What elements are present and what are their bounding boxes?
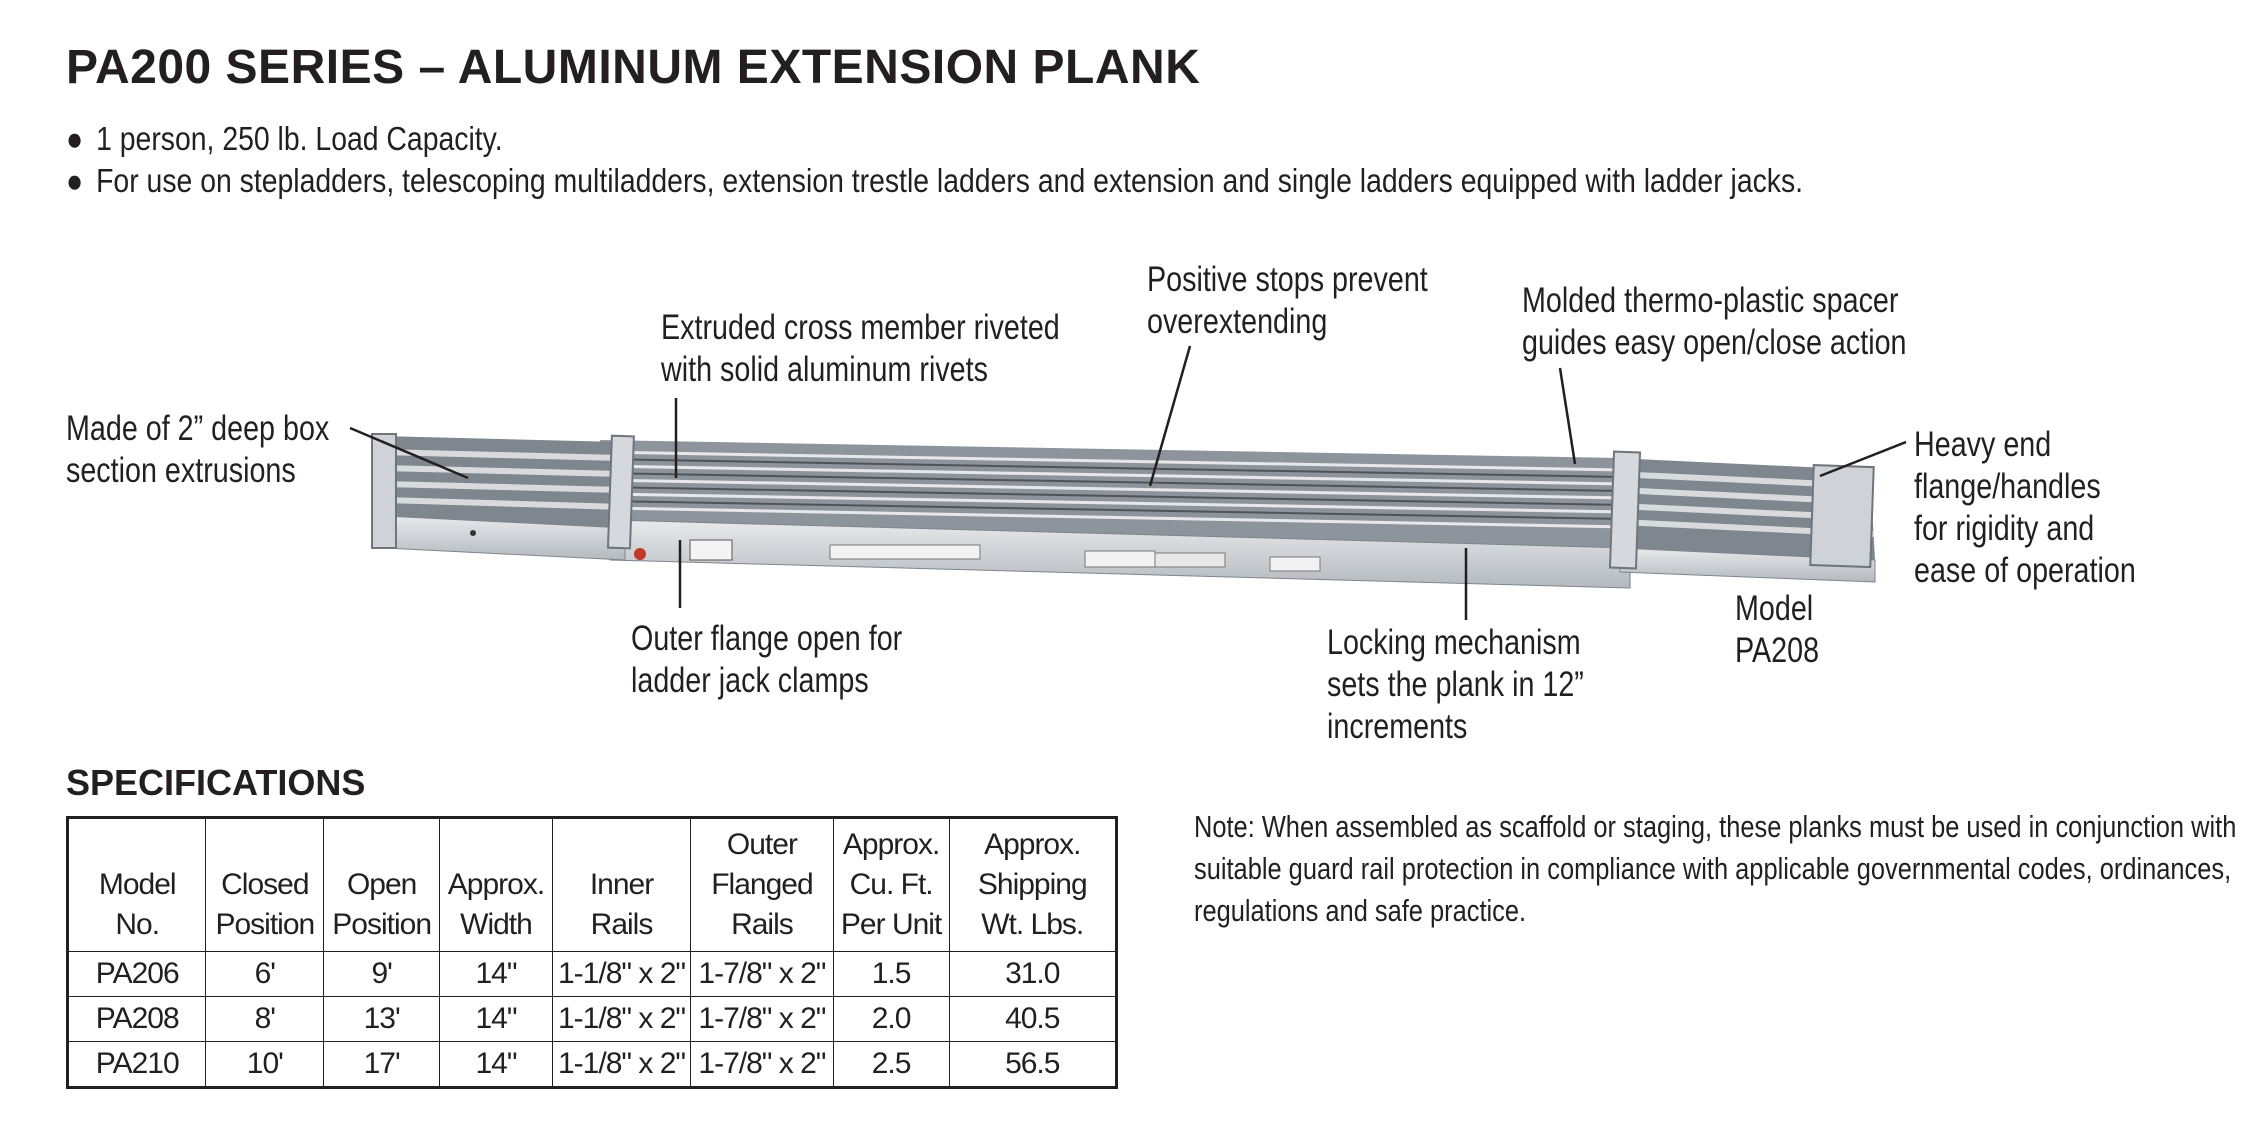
warning-label	[1270, 557, 1320, 571]
warning-label	[1155, 553, 1225, 567]
feature-text: For use on stepladders, telescoping multiladders, extension trestle ladders and extension and single ladders equipped with ladder jacks.	[96, 162, 1804, 199]
callout-line: for rigidity and	[1914, 509, 2095, 548]
bullet-icon: ●	[66, 120, 84, 157]
table-cell: 2.5	[833, 1042, 949, 1088]
table-row	[68, 952, 1117, 997]
callout-line: ladder jack clamps	[631, 661, 869, 700]
bullet-icon: ●	[66, 162, 84, 199]
header-cell: Outer Flanged Rails	[691, 818, 834, 952]
page-title: PA200 SERIES – ALUMINUM EXTENSION PLANK	[66, 41, 1201, 94]
table-cell: 14"	[440, 997, 553, 1042]
right-end-flange	[1810, 465, 1873, 567]
callout-locking	[1327, 622, 1584, 748]
callout-outer-flange	[631, 618, 902, 702]
callout-line: sets the plank in 12”	[1327, 665, 1584, 704]
table-cell: 1-7/8" x 2"	[691, 952, 834, 997]
specifications-table	[66, 816, 1118, 1089]
callout-line: Outer flange open for	[631, 619, 903, 658]
callout-line: section extrusions	[66, 451, 296, 490]
header-cell: Model No.	[68, 818, 206, 952]
safety-note: Note: When assembled as scaffold or staging, these planks must be used in conjunction with suitable guard rail protection in compliance with applicable governmental codes, ordinances, regulations and safe practice.	[1194, 809, 2237, 928]
table-row	[68, 997, 1117, 1042]
lock-knob-icon	[634, 548, 646, 560]
table-cell: 1-1/8" x 2"	[552, 997, 690, 1042]
warning-label	[830, 545, 980, 559]
callout-end-flange	[1914, 424, 2136, 592]
callout-line: Made of 2” deep box	[66, 409, 330, 448]
callout-positive-stops	[1147, 259, 1428, 343]
left-end-flange	[372, 434, 396, 548]
table-cell: 17'	[324, 1042, 440, 1088]
table-cell: 13'	[324, 997, 440, 1042]
spacer-member	[1610, 452, 1640, 569]
feature-text: 1 person, 250 lb. Load Capacity.	[96, 120, 503, 157]
table-cell: 14"	[440, 952, 553, 997]
table-header-row	[68, 818, 1117, 952]
callout-line: Positive stops prevent	[1147, 260, 1428, 299]
table-cell: 56.5	[949, 1042, 1116, 1088]
table-cell: 1.5	[833, 952, 949, 997]
callout-line: Molded thermo-plastic spacer	[1522, 281, 1899, 320]
callout-line: Locking mechanism	[1327, 623, 1581, 662]
header-cell: Approx. Shipping Wt. Lbs.	[949, 818, 1116, 952]
callout-line: Heavy end	[1914, 425, 2052, 464]
callout-spacer	[1522, 280, 1907, 364]
header-cell: Closed Position	[206, 818, 324, 952]
table-cell: 40.5	[949, 997, 1116, 1042]
table-cell: 1-1/8" x 2"	[552, 952, 690, 997]
header-cell: Approx. Cu. Ft. Per Unit	[833, 818, 949, 952]
cross-member	[608, 436, 634, 549]
table-cell: 2.0	[833, 997, 949, 1042]
callout-line: ease of operation	[1914, 551, 2136, 590]
callout-box-section	[66, 408, 329, 492]
warning-label	[1085, 551, 1155, 567]
table-cell: 8'	[206, 997, 324, 1042]
table-cell: PA206	[68, 952, 206, 997]
header-cell: Approx. Width	[440, 818, 553, 952]
callout-line: overextending	[1147, 302, 1328, 341]
table-cell: 14"	[440, 1042, 553, 1088]
callout-line: Extruded cross member riveted	[661, 308, 1060, 347]
table-cell: 6'	[206, 952, 324, 997]
table-cell: PA208	[68, 997, 206, 1042]
callout-line: Model	[1735, 589, 1814, 628]
callout-line: PA208	[1735, 631, 1820, 670]
table-cell: 1-1/8" x 2"	[552, 1042, 690, 1088]
callout-line: with solid aluminum rivets	[661, 350, 988, 389]
callout-line: guides easy open/close action	[1522, 323, 1907, 362]
table-cell: 31.0	[949, 952, 1116, 997]
callout-line: flange/handles	[1914, 467, 2101, 506]
table-cell: 10'	[206, 1042, 324, 1088]
callout-line: increments	[1327, 707, 1468, 746]
header-cell: Open Position	[324, 818, 440, 952]
table-row	[68, 1042, 1117, 1088]
table-cell: 1-7/8" x 2"	[691, 1042, 834, 1088]
table-cell: PA210	[68, 1042, 206, 1088]
callout-cross-member	[661, 307, 1060, 391]
header-cell: Inner Rails	[552, 818, 690, 952]
callout-model	[1735, 588, 1819, 672]
specifications-title: SPECIFICATIONS	[66, 762, 366, 803]
warning-label	[690, 540, 732, 560]
table-cell: 1-7/8" x 2"	[691, 997, 834, 1042]
table-cell: 9'	[324, 952, 440, 997]
